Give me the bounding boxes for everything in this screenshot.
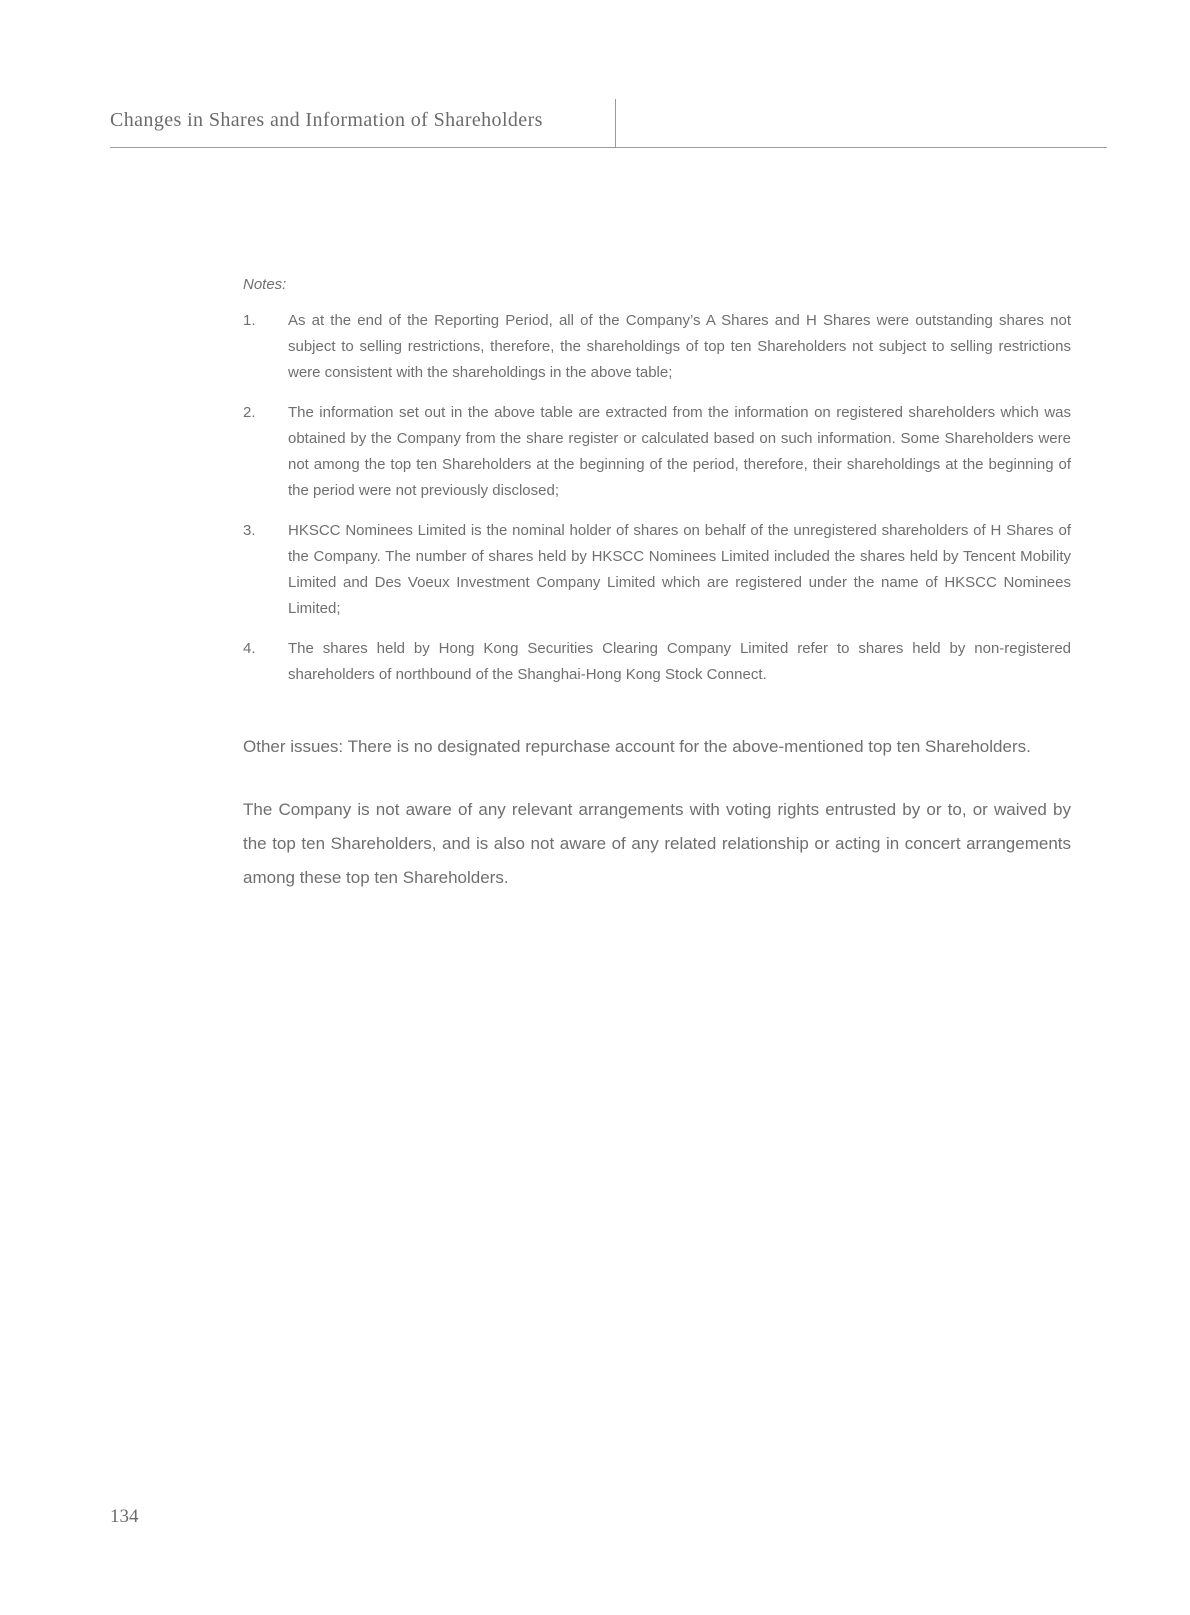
- voting-rights-paragraph: The Company is not aware of any relevant arrangements with voting rights entrusted by or to, or waived by the top ten Shareholders, and is also not aware of any related relationship or acting in concert arrangements among these top ten Shareholders.: [243, 800, 1071, 887]
- note-text: The information set out in the above table are extracted from the information on registered shareholders which was obtained by the Company from the share register or calculated based on such information. Some Shareholders were not among the top ten Shareholders at the beginning of the period, therefore, their shareholdings at the beginning of the period were not previously disclosed;: [288, 404, 1071, 499]
- note-item: [243, 400, 1071, 504]
- note-item: [243, 636, 1071, 688]
- page-number: 134: [110, 1506, 139, 1527]
- note-number: 4.: [243, 640, 256, 657]
- note-text: HKSCC Nominees Limited is the nominal holder of shares on behalf of the unregistered shareholders of H Shares of the Company. The number of shares held by HKSCC Nominees Limited included the shares held by Tencent Mobility Limited and Des Voeux Investment Company Limited which are registered under the name of HKSCC Nominees Limited;: [288, 522, 1071, 617]
- page-body: [243, 272, 1071, 895]
- note-number: 2.: [243, 404, 256, 421]
- note-item: [243, 308, 1071, 386]
- note-item: [243, 518, 1071, 622]
- header-rule: [110, 147, 1107, 148]
- note-number: 3.: [243, 522, 256, 539]
- other-issues-paragraph: Other issues: There is no designated repurchase account for the above-mentioned top ten Shareholders.: [243, 737, 1031, 756]
- note-number: 1.: [243, 312, 256, 329]
- note-text: The shares held by Hong Kong Securities Clearing Company Limited refer to shares held by non-registered shareholders of northbound of the Shanghai-Hong Kong Stock Connect.: [288, 640, 1071, 683]
- header-divider-vertical: [615, 99, 616, 148]
- notes-label: Notes:: [243, 276, 287, 293]
- page-header-title: Changes in Shares and Information of Shareholders: [110, 109, 543, 131]
- note-text: As at the end of the Reporting Period, all of the Company’s A Shares and H Shares were outstanding shares not subject to selling restrictions, therefore, the shareholdings of top ten Shareholders not subject to selling restrictions were consistent with the shareholdings in the above table;: [288, 312, 1071, 381]
